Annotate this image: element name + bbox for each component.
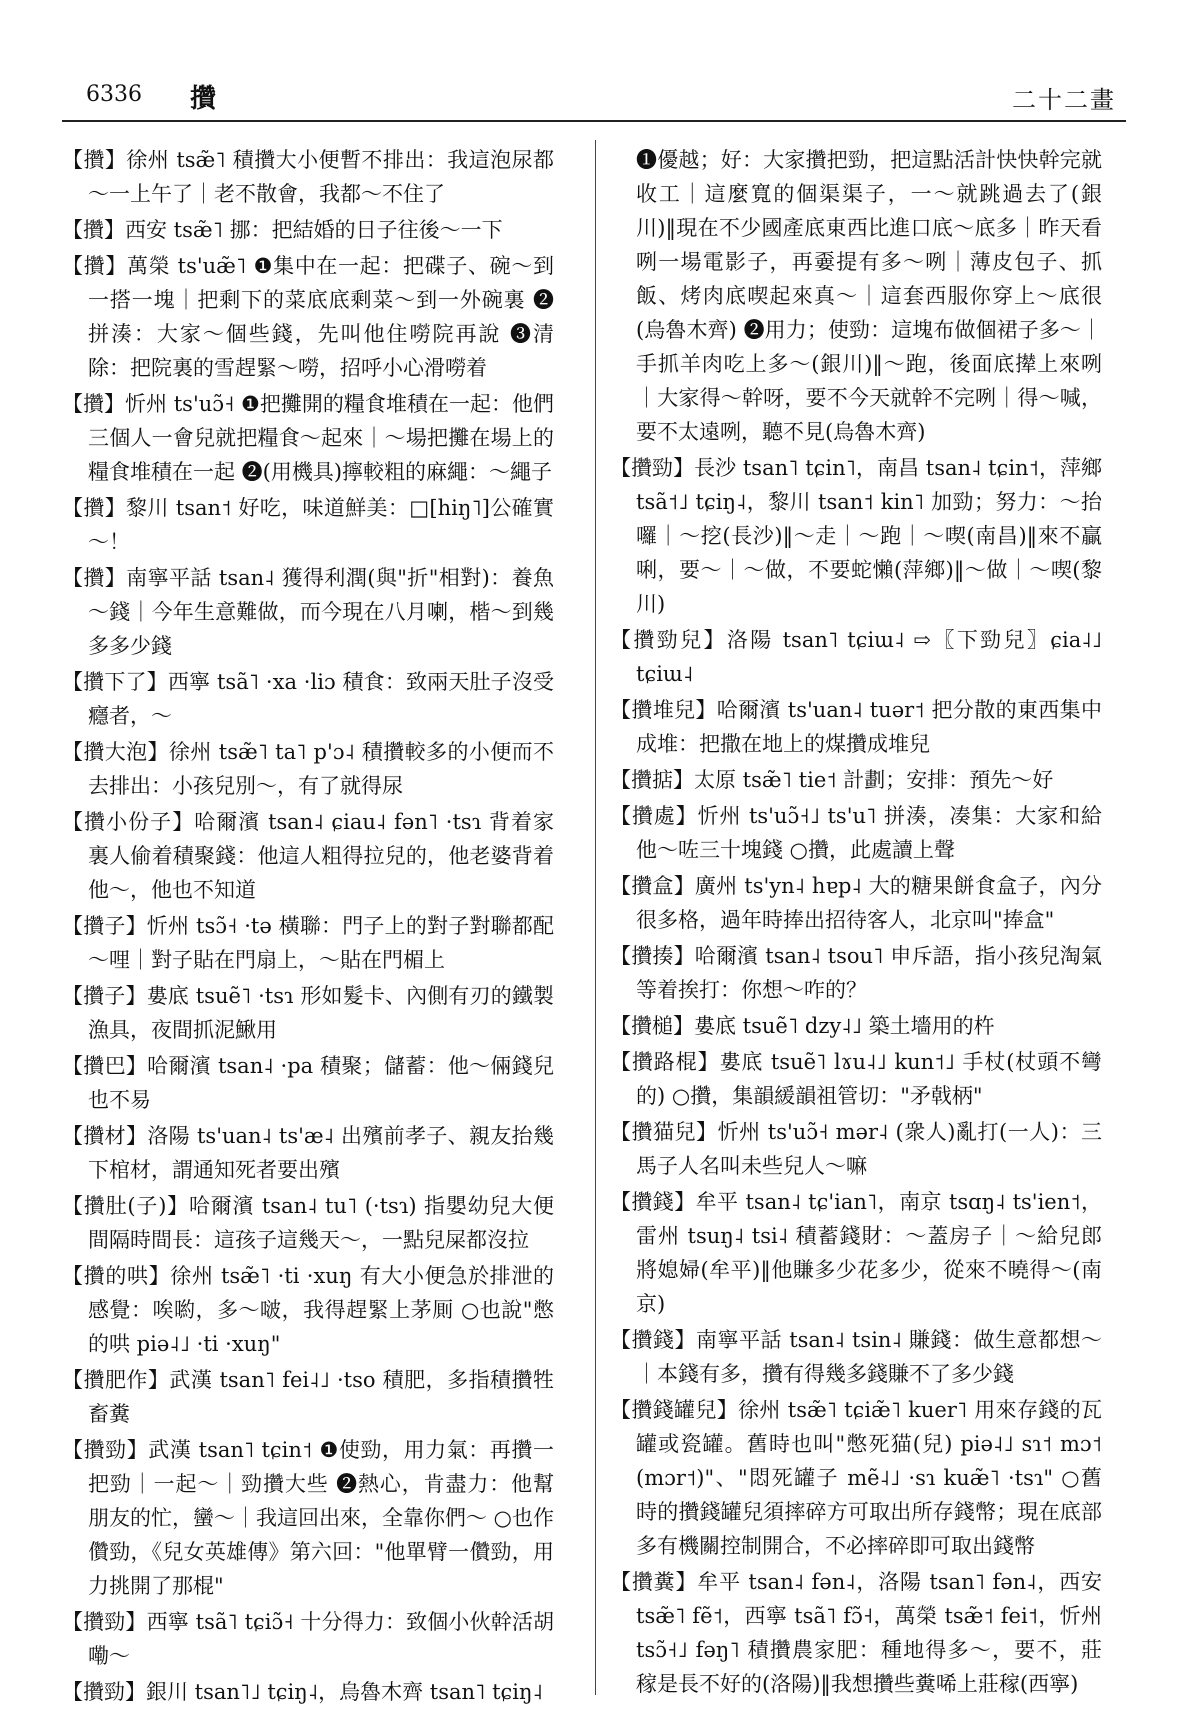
dictionary-entry: 【攢子】忻州 tsɔ̃˧ ·tə 橫聯：門子上的對子對聯都配～哩｜對子貼在門扇上，～貼在門楣上	[62, 914, 554, 972]
dictionary-entry: 【攢勁】長沙 tsan˥ tɕin˥，南昌 tsan˨ tɕin˦，萍鄉 tsã˦˩ tɕiŋ˨，黎川 tsan˦ kin˥ 加勁；努力：～抬囉｜～挖(長沙)‖～走｜～跑｜～喫(南昌)‖來不贏唎，要～｜～做，不要蛇懶(萍鄉)‖～做｜～喫(黎川)	[610, 456, 1102, 616]
dictionary-entry: 【攢錢】南寧平話 tsan˨ tsin˨ 賺錢：做生意都想～｜本錢有多，攢有得幾多錢賺不了多少錢	[610, 1328, 1102, 1386]
dictionary-entry: 【攢糞】牟平 tsan˨ fən˨，洛陽 tsan˥ fən˨，西安 tsæ̃˥ fẽ˦，西寧 tsã˥ fɔ̃˧，萬榮 tsæ̃˦ fei˦，忻州 tsɔ̃˧˩ fəŋ˥ 積攢農家肥：種地得多～，要不，莊稼是長不好的(洛陽)‖我想攢些糞唏上莊稼(西寧)	[610, 1570, 1102, 1696]
dictionary-entry: 【攢勁】武漢 tsan˥ tɕin˦ ❶使勁，用力氣：再攢一把勁｜一起～｜勁攢大些 ❷熱心，肯盡力：他幫朋友的忙，蠻～｜我這回出來，全靠你們～ ○也作儹勁，《兒女英雄傳》第六回："他單臂一儹勁，用力挑開了那棍"	[62, 1438, 554, 1598]
right-column	[610, 143, 1102, 1703]
dictionary-entry: 【攢材】洛陽 ts'uan˨ ts'æ˨ 出殯前孝子、親友抬幾下棺材，謂通知死者要出殯	[62, 1124, 554, 1182]
dictionary-entry: 【攢處】忻州 ts'uɔ̃˧˩ ts'u˥ 拼湊，凑集：大家和給他～咗三十塊錢 ○攢，此處讀上聲	[610, 804, 1102, 862]
dictionary-entry: 【攢猫兒】忻州 ts'uɔ̃˧ mər˨ (衆人)亂打(一人)：三馬子人名叫未些兒人～嘛	[610, 1120, 1102, 1178]
dictionary-entry: 【攢槌】婁底 tsuẽ˥ dzy˨˩ 築土墻用的杵	[610, 1014, 995, 1038]
dictionary-entry: 【攢堆兒】哈爾濱 ts'uan˨ tuər˦ 把分散的東西集中成堆：把撒在地上的煤攢成堆兒	[610, 698, 1102, 756]
dictionary-entry: 【攢小份子】哈爾濱 tsan˨ ɕiau˨ fən˥ ·tsɿ 背着家裏人偷着積聚錢：他這人粗得拉兒的，他老婆背着他～，他也不知道	[62, 810, 554, 902]
dictionary-entry: 【攢錢】牟平 tsan˨ tɕ'ian˥，南京 tsɑŋ˨ ts'ien˦，雷州 tsuŋ˨ tsi˨ 積蓄錢財：～蓋房子｜～給兒郎將媳婦(牟平)‖他賺多少花多少，從來不曉得～(南京)	[610, 1190, 1102, 1316]
page-number: 6336	[86, 82, 142, 107]
dictionary-entry: 【攢錢罐兒】徐州 tsæ̃˥ tɕiæ̃˥ kuer˥ 用來存錢的瓦罐或瓷罐。舊時也叫"憋死猫(兒) piə˨˩ sɿ˦ mɔ˦ (mɔr˦)"、"悶死罐子 mẽ˨˩ ·sɿ kuæ̃˥ ·tsɿ" ○舊時的攢錢罐兒須摔碎方可取出所存錢幣；現在底部多有機關控制開合，不必摔碎即可取出錢幣	[610, 1398, 1102, 1558]
dictionary-entry: 【攢勁】銀川 tsan˥˩ tɕiŋ˨，烏魯木齊 tsan˥ tɕiŋ˨	[62, 1680, 543, 1704]
dictionary-entry: 【攢肥作】武漢 tsan˥ fei˨˩ ·tso 積肥，多指積攢牲畜糞	[62, 1368, 554, 1426]
dictionary-entry: 【攢勁】西寧 tsã˥ tɕiɔ̃˧ 十分得力：致個小伙幹活胡嘞～	[62, 1610, 554, 1668]
dictionary-entry: 【攢】西安 tsæ̃˥ 挪：把結婚的日子往後～一下	[62, 218, 503, 242]
dictionary-entry: 【攢揍】哈爾濱 tsan˨ tsou˥ 申斥語，指小孩兒淘氣等着挨打：你想～咋的？	[610, 944, 1102, 1002]
dictionary-entry: 【攢掂】太原 tsæ̃˥ tie˦ 計劃；安排：預先～好	[610, 768, 1054, 792]
dictionary-entry: 【攢巴】哈爾濱 tsan˨ ·pa 積聚；儲蓄：他～倆錢兒也不易	[62, 1054, 554, 1112]
dictionary-entry: 【攢】忻州 ts'uɔ̃˧ ❶把攤開的糧食堆積在一起：他們三個人一會兒就把糧食～起來｜～場把攤在場上的糧食堆積在一起 ❷(用機具)擰較粗的麻繩：～繩子	[62, 392, 554, 484]
dictionary-entry: 【攢大泡】徐州 tsæ̃˥ ta˥ p'ɔ˨ 積攢較多的小便而不去排出：小孩兒別～，有了就得尿	[62, 740, 554, 798]
page-header	[62, 70, 1126, 122]
dictionary-entry: 【攢的哄】徐州 tsæ̃˥ ·ti ·xuŋ 有大小便急於排泄的感覺：唉喲，多～啵，我得趕緊上茅厠 ○也說"憋的哄 piə˨˩ ·ti ·xuŋ"	[62, 1264, 554, 1356]
dictionary-entry: 【攢盒】廣州 ts'yn˨ hɐp˨ 大的糖果餅食盒子，內分很多格，過年時捧出招待客人，北京叫"捧盒"	[610, 874, 1102, 932]
dictionary-entry: 【攢肚(子)】哈爾濱 tsan˨ tu˥ (·tsɿ) 指嬰幼兒大便間隔時間長：這孩子這幾天～，一點兒屎都沒拉	[62, 1194, 554, 1252]
dictionary-entry: 【攢】黎川 tsan˦ 好吃，味道鮮美：□[hiŋ˥]公確實～！	[62, 496, 554, 554]
dictionary-entry: 【攢】萬榮 ts'uæ̃˥ ❶集中在一起：把碟子、碗～到一搭一塊｜把剩下的菜底底剩菜～到一外碗裏 ❷拼湊：大家～個些錢，先叫他住嘮院再說 ❸清除：把院裏的雪趕緊～嘮，招呼小心滑嘮着	[62, 254, 554, 380]
dictionary-entry: 【攢下了】西寧 tsã˥ ·xa ·liɔ 積食：致兩天肚子沒受癮者，～	[62, 670, 554, 728]
dictionary-entry: 【攢】徐州 tsæ̃˥ 積攢大小便暫不排出：我這泡尿都～一上午了｜老不散會，我都～不住了	[62, 148, 554, 206]
dictionary-entry-continued: ❶優越；好：大家攢把勁，把這點活計快快幹完就收工｜這麼寬的個渠渠子，一～就跳過去了(銀川)‖現在不少國產底東西比進口底～底多｜昨天看咧一場電影子，再嫑提有多～咧｜薄皮包子、抓飯、烤肉底喫起來真～｜這套西服你穿上～底很(烏魯木齊) ❷用力；使勁：這塊布做個裙子多～｜手抓羊肉吃上多～(銀川)‖～跑，後面底撵上來咧｜大家得～幹呀，要不今天就幹不完咧｜得～喊，要不太遠咧，聽不見(烏魯木齊)	[636, 148, 1102, 444]
left-column	[62, 143, 554, 1711]
head-character: 攢	[190, 84, 217, 114]
column-divider	[595, 140, 596, 1695]
stroke-section: 二十二畫	[1012, 86, 1116, 114]
dictionary-entry: 【攢路棍】婁底 tsuẽ˥ lɤu˨˩ kun˦˩ 手杖(杖頭不彎的) ○攢，集韻緩韻祖管切："矛戟柄"	[610, 1050, 1102, 1108]
dictionary-entry: 【攢】南寧平話 tsan˨ 獲得利潤(與"折"相對)：養魚～錢｜今年生意難做，而今現在八月喇，楷～到幾多多少錢	[62, 566, 554, 658]
dictionary-entry: 【攢子】婁底 tsuẽ˥ ·tsɿ 形如髮卡、內側有刃的鐵製漁具，夜間抓泥鰍用	[62, 984, 554, 1042]
dictionary-entry: 【攢勁兒】洛陽 tsan˥ tɕiɯ˨ ⇨〖下勁兒〗ɕia˨˩ tɕiɯ˨	[610, 628, 1102, 686]
